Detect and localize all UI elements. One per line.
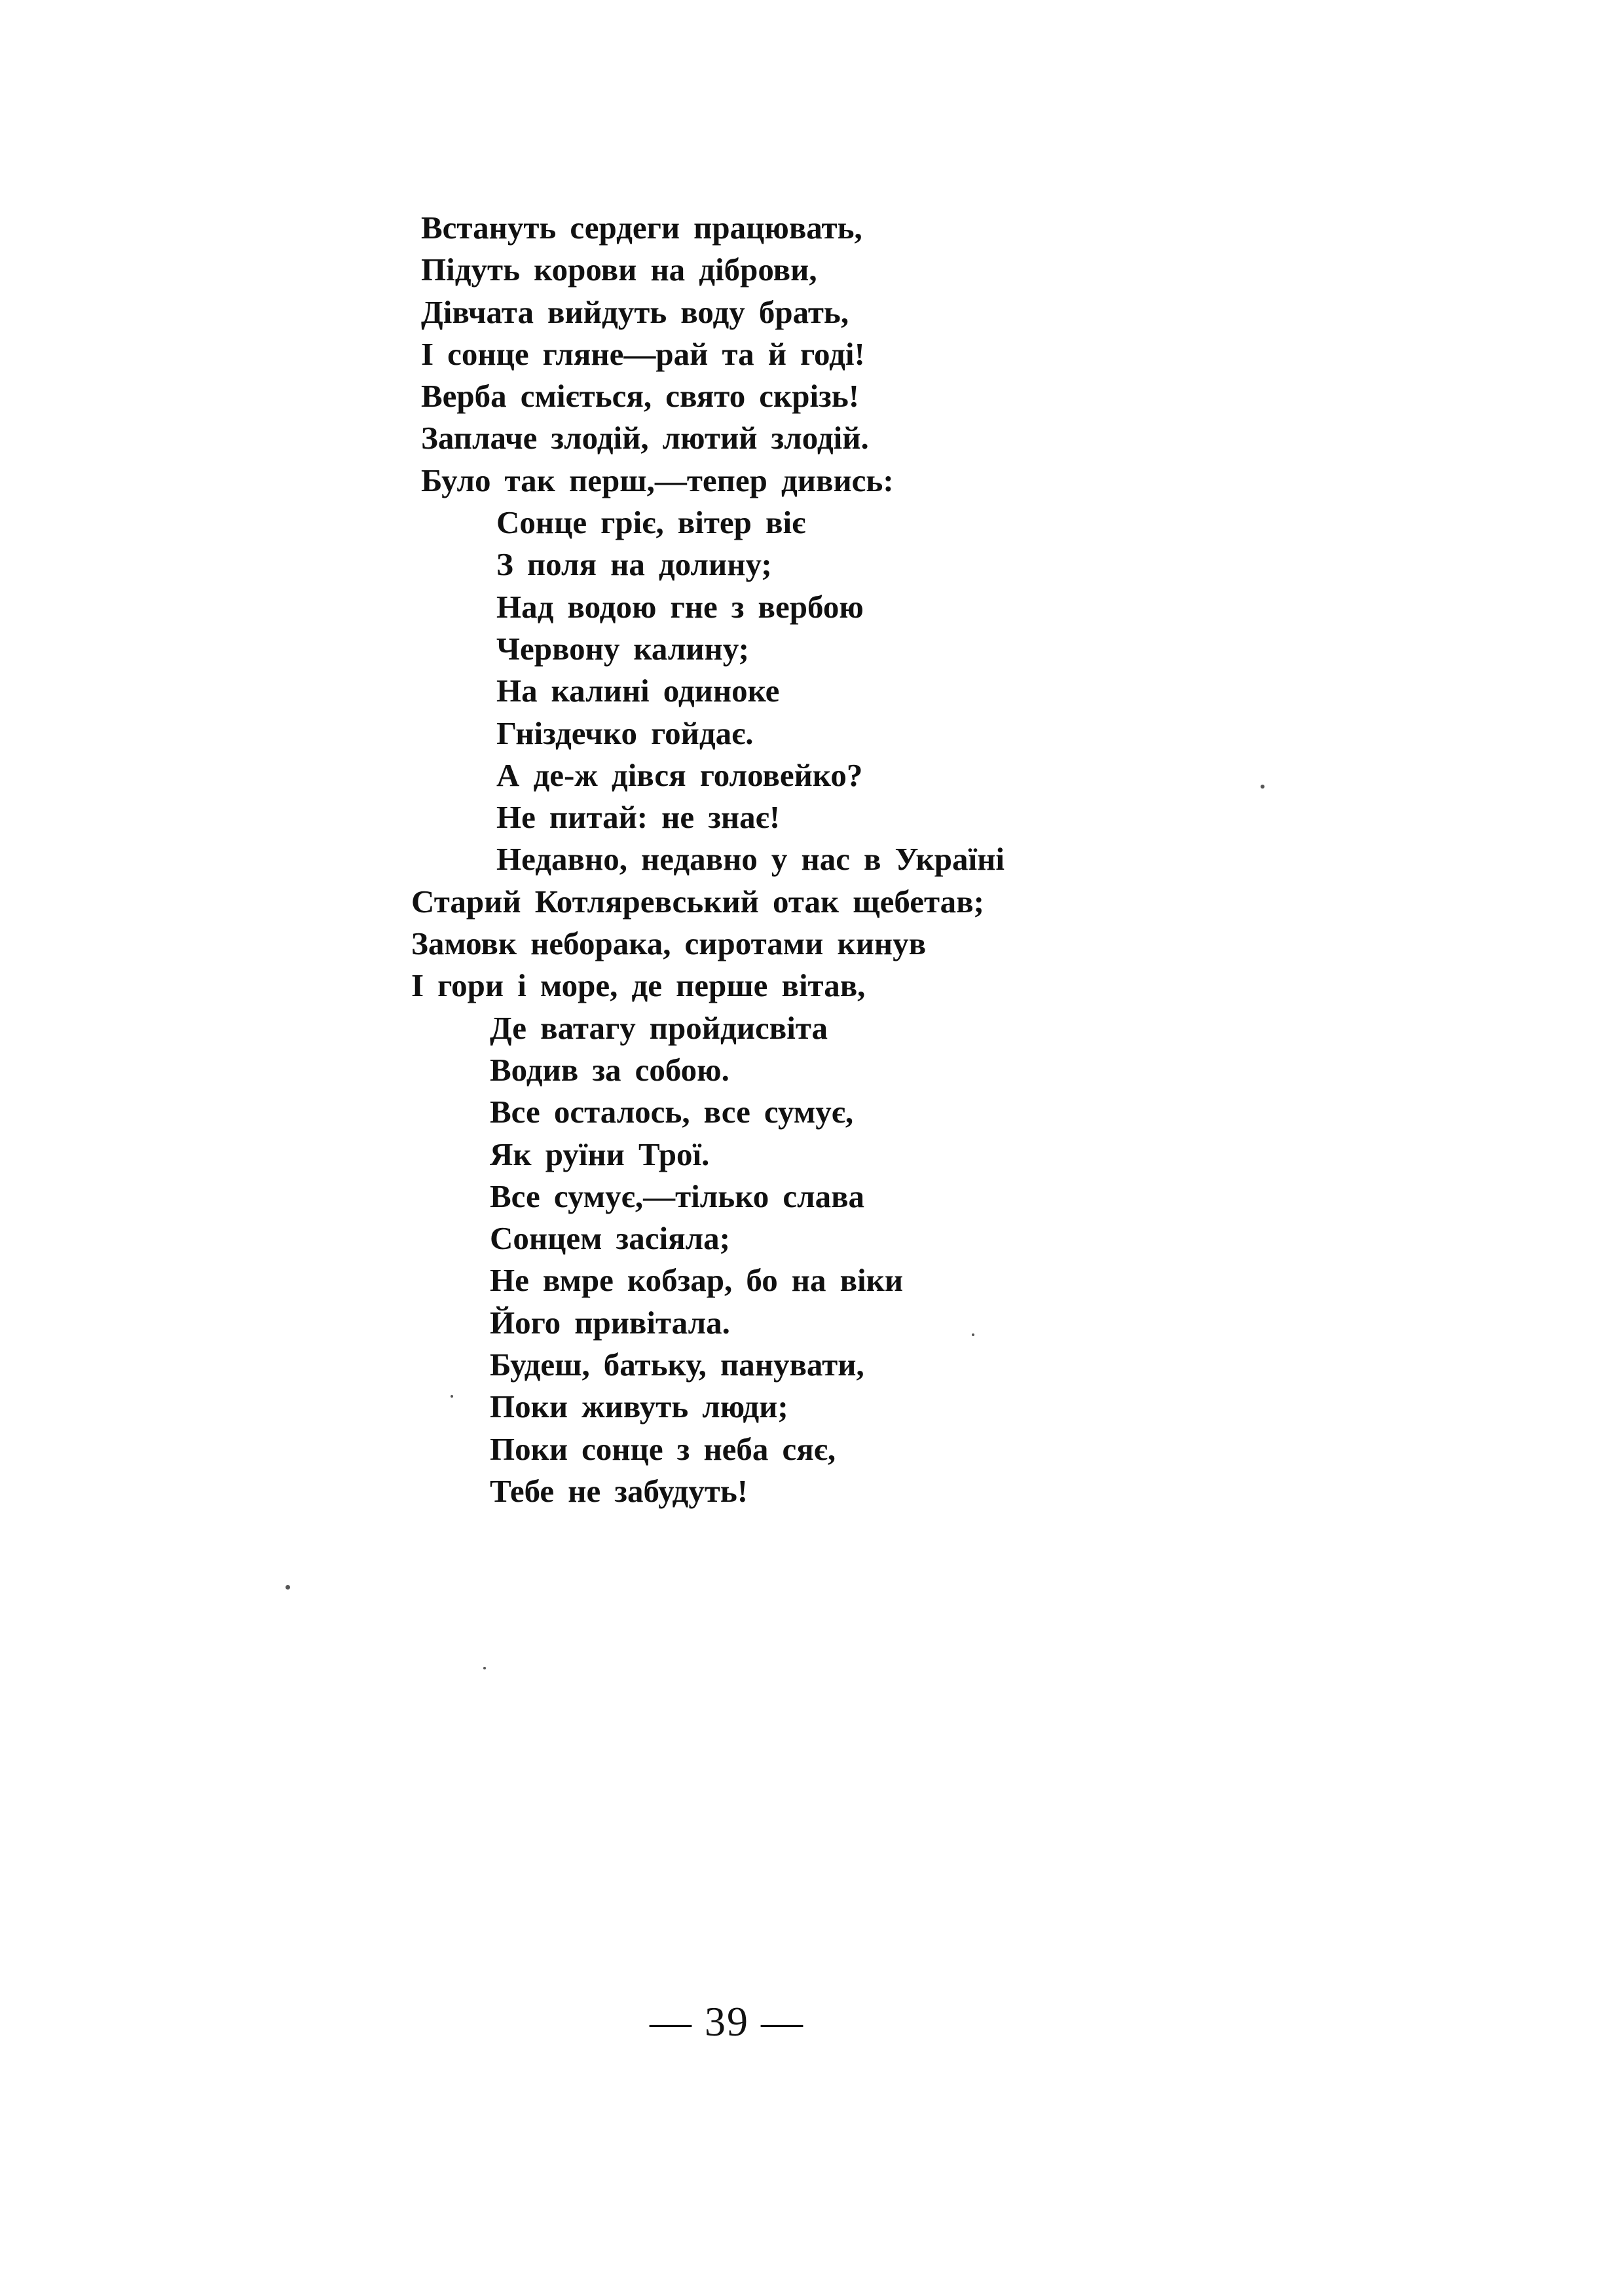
poem-line: Все осталось, все сумує,	[490, 1094, 854, 1130]
poem-line: Не вмре кобзар, бо на віки	[490, 1262, 904, 1299]
poem-line: Червону калину;	[496, 630, 749, 667]
poem-line: Над водою гне з вербою	[496, 588, 864, 625]
poem-line: І гори і море, де перше вітав,	[411, 967, 866, 1004]
poem-line: Сонце гріє, вітер віє	[496, 504, 806, 541]
poem-line: Будеш, батьку, панувати,	[490, 1347, 864, 1383]
poem-text-block	[411, 207, 1230, 1512]
poem-line: Заплаче злодій, лютий злодій.	[421, 420, 869, 456]
poem-line: І сонце гляне—рай та й годі!	[421, 335, 865, 372]
poem-line: Тебе не забудуть!	[490, 1472, 748, 1509]
poem-line: Недавно, недавно у нас в Україні	[496, 841, 1005, 878]
scan-speck	[483, 1667, 486, 1669]
poem-line: Підуть корови на діброви,	[421, 251, 817, 288]
poem-line: А де-ж дівся головейко?	[496, 756, 863, 793]
scan-speck	[451, 1395, 453, 1398]
poem-line: Старий Котляревський отак щебетав;	[411, 883, 984, 920]
poem-line: Не питай: не знає!	[496, 799, 781, 836]
poem-line: Гніздечко гойдає.	[496, 715, 754, 751]
scan-speck	[1261, 785, 1264, 789]
poem-line: Було так перш,—тепер дивись:	[421, 462, 894, 498]
poem-line: Водив за собою.	[490, 1051, 729, 1088]
poem-line: Верба сміється, свято скрізь!	[421, 378, 860, 415]
poem-line: Як руїни Трої.	[490, 1136, 710, 1172]
poem-line: Поки сонце з неба сяє,	[490, 1430, 836, 1467]
poem-line: Його привітала.	[490, 1304, 730, 1341]
poem-line: Встануть сердеги працювать,	[421, 210, 862, 246]
page-number: — 39 —	[650, 1998, 804, 2045]
scan-speck	[972, 1333, 974, 1336]
poem-line: На калині одиноке	[496, 673, 780, 709]
scan-speck	[286, 1585, 290, 1590]
poem-line: Все сумує,—тілько слава	[490, 1178, 865, 1214]
poem-line: Замовк неборака, сиротами кинув	[411, 925, 927, 962]
poem-line: Поки живуть люди;	[490, 1388, 788, 1425]
poem-line: Сонцем засіяла;	[490, 1220, 730, 1257]
poem-line: Дівчата вийдуть воду брать,	[421, 293, 849, 330]
poem-line: Де ватагу пройдисвіта	[490, 1009, 828, 1046]
poem-line: З поля на долину;	[496, 546, 772, 583]
